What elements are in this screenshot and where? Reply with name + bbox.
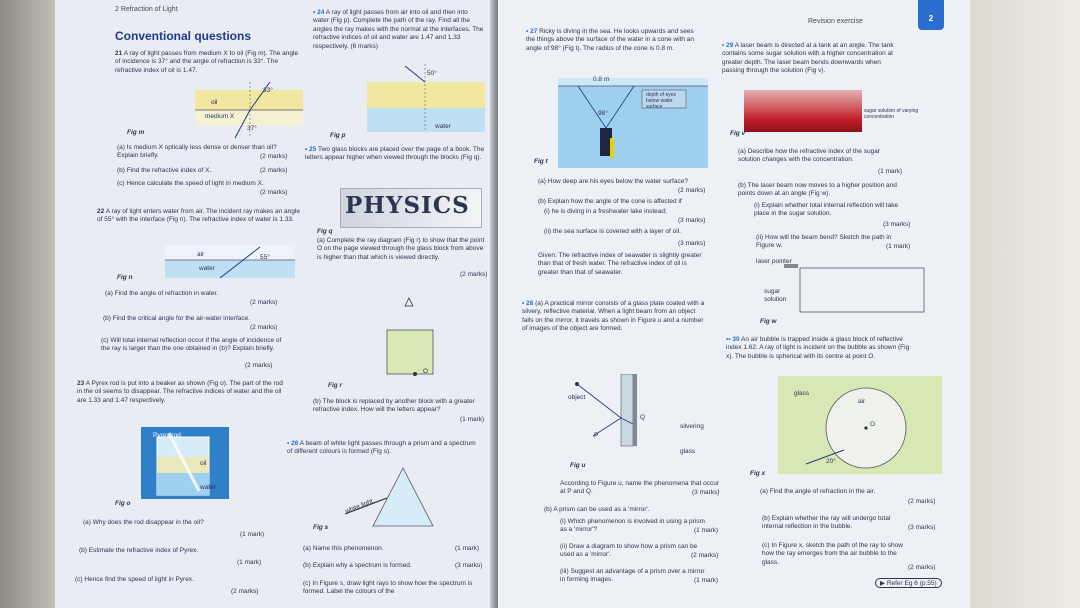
q27bi-text: (i) he is diving in a freshwater lake instead; <box>544 208 667 215</box>
q27-given-text: Given: The refractive index of seawater is slightly greater than that of fresh water. The refractive index of oil is greater than that of seawater. <box>538 252 702 276</box>
q26c-text: (c) In Figure s, draw light rays to show how the spectrum is formed. Label the colours of the <box>303 580 473 596</box>
fig-n-diagram <box>165 245 295 280</box>
fig-x-label: Fig x <box>750 470 766 477</box>
q26a-marks: (1 mark) <box>455 545 480 552</box>
q22b-text: (b) Find the critical angle for the air-water interface. <box>103 315 251 322</box>
q28-after-marks: (3 marks) <box>692 489 720 496</box>
fig-r-o-label: O <box>423 368 429 375</box>
table-surface-right <box>970 0 1080 608</box>
chapter-header: 2 Refraction of Light <box>115 6 178 13</box>
fig-m-angle-37: 37° <box>247 125 257 132</box>
q29bi-text: (i) Explain whether total internal reflection will take place in the sugar solution. <box>754 202 899 218</box>
fig-p-water-label: water <box>435 123 451 130</box>
table-surface-left <box>0 0 60 608</box>
q23-text: 23 A Pyrex rod is put into a beaker as shown (Fig o). The part of the rod in the oil seems to disappear. The refractive indices of water and the oil are 1.33 and 1.47 respectively. <box>77 380 283 404</box>
q30b-text: (b) Explain whether the ray will undergo total internal reflection in the bubble. <box>762 515 891 531</box>
q27-text: • 27 Ricky is diving in the sea. He looks upwards and sees the things above the surface of the water in a cone with an angle of 98° (Fig t). The radius of the cone is 0.8 m. <box>526 28 695 52</box>
q27a-marks: (2 marks) <box>678 187 706 194</box>
q26a-text: (a) Name this phenomenon. <box>303 545 384 552</box>
q25b-marks: (1 mark) <box>460 416 485 423</box>
q28-text: • 28 (a) A practical mirror consists of a glass plate coated with a silvery, reflective material. When a light beam from an object falls on the mirror, it travels as shown in Figure u and a number of images of the object are formed. <box>522 300 705 333</box>
fig-x-air-label: air <box>858 398 866 405</box>
q29a-marks: (1 mark) <box>878 168 903 175</box>
q30c-text: (c) In Figure x, sketch the path of the ray to show how the ray emerges from the air bubble to the glass. <box>762 542 903 566</box>
fig-r-label: Fig r <box>328 382 343 389</box>
fig-o-rod-label: Pyrex rod <box>153 432 181 439</box>
fig-w-laser-label: laser pointer <box>756 258 792 265</box>
fig-n-air-label: air <box>197 251 205 258</box>
fig-n-water-label: water <box>199 265 215 272</box>
q22c-text: (c) Will total internal reflection occur if the angle of incidence of the ray is larger than the one obtained in (b)? Explain briefly. <box>101 337 282 353</box>
fig-u-glass-label: glass <box>680 448 696 455</box>
q23b-text: (b) Estimate the refractive index of Pyrex. <box>79 547 199 554</box>
fig-m-oil-label: oil <box>211 99 218 106</box>
fig-v-label: Fig v <box>730 130 746 137</box>
q23a-text: (a) Why does the rod disappear in the oil? <box>83 519 204 526</box>
q30a-marks: (2 marks) <box>908 498 936 505</box>
fig-p-diagram <box>367 64 485 134</box>
q30-text: •• 30 An air bubble is trapped inside a glass block of reflective index 1.62. A ray of light is incident on the bubble as shown (Fig x). The bubble is spherical with its centre at point O. <box>726 336 910 360</box>
fig-o-label: Fig o <box>115 500 131 507</box>
q22c-marks: (2 marks) <box>245 362 273 369</box>
refer-example-badge: ▶ Refer Eg 6 (p.55) <box>875 578 942 588</box>
q30b-marks: (3 marks) <box>908 524 936 531</box>
q30c-marks: (2 marks) <box>908 564 936 571</box>
q26b-text: (b) Explain why a spectrum is formed. <box>303 562 412 569</box>
revision-header: Revision exercise <box>808 18 863 25</box>
fig-u-label: Fig u <box>570 462 586 469</box>
fig-t-eyes-label: depth of eyes below water surface <box>646 92 677 110</box>
q28bi-marks: (1 mark) <box>694 527 719 534</box>
q21a-marks: (2 marks) <box>260 153 288 160</box>
q21a-text: (a) Is medium X optically less dense or denser than oil? Explain briefly. <box>117 144 277 160</box>
physics-blocks-photo <box>340 188 482 228</box>
q25-text: • 25 Two glass blocks are placed over the page of a book. The letters appear higher when viewed through the blocks (Fig q). <box>305 146 485 162</box>
fig-r-diagram <box>375 292 445 376</box>
section-title: Conventional questions <box>115 29 252 43</box>
fig-u-q-label: Q <box>640 414 646 421</box>
fig-w-label: Fig w <box>760 318 777 325</box>
fig-x-o-label: O <box>870 421 876 428</box>
q23b-marks: (1 mark) <box>237 559 262 566</box>
fig-u-silvering-label: silvering <box>680 423 704 430</box>
fig-t-radius: 0.8 m <box>593 76 610 83</box>
fig-m-angle-33: 33° <box>263 87 273 94</box>
right-page <box>498 0 970 608</box>
q25a-marks: (2 marks) <box>460 271 488 278</box>
q21c-marks: (2 marks) <box>260 189 288 196</box>
fig-t-angle: 98° <box>598 110 608 117</box>
chapter-tab <box>918 0 944 30</box>
q27a-text: (a) How deep are his eyes below the water surface? <box>538 178 688 185</box>
q29a-text: (a) Describe how the refractive index of the sugar solution changes with the concentration. <box>738 148 880 164</box>
fig-o-oil-label: oil <box>200 460 207 467</box>
physics-word: PHYSICS <box>345 192 470 219</box>
q28bii-marks: (2 marks) <box>691 552 719 559</box>
q26b-marks: (3 marks) <box>455 562 483 569</box>
q22a-marks: (2 marks) <box>250 299 278 306</box>
q28-after-text: According to Figure u, name the phenomena that occur at P and Q. <box>560 480 719 496</box>
q28bii-text: (ii) Draw a diagram to show how a prism can be used as a 'mirror'. <box>560 543 698 559</box>
q22-text: 22 A ray of light enters water from air. The incident ray makes an angle of 55° with the interface (Fig n). The refractive index of water is 1.33. <box>97 208 300 224</box>
fig-x-angle: 20° <box>826 458 836 465</box>
q22b-marks: (2 marks) <box>250 324 278 331</box>
chapter-tab-number: 2 <box>928 14 934 23</box>
fig-u-diagram <box>563 374 728 449</box>
fig-q-label: Fig q <box>317 228 333 235</box>
q28b-text: (b) A prism can be used as a 'mirror'. <box>544 506 650 513</box>
fig-m-label: Fig m <box>127 129 145 136</box>
fig-s-white-light-label: white light <box>344 497 374 516</box>
fig-s-label: Fig s <box>313 524 329 531</box>
q21b-text: (b) Find the refractive index of X. <box>117 167 212 174</box>
q21-text: 21 A ray of light passes from medium X to oil (Fig m). The angle of incidence is 37° and the angle of refraction is 33°. The refractive index of oil is 1.47. <box>115 50 299 74</box>
q29b-text: (b) The laser beam now moves to a higher position and points down at an angle (Fig w). <box>738 182 897 198</box>
q24-text: • 24 A ray of light passes from air into oil and then into water (Fig p). Complete the path of the ray. Find all the angles the ray makes with the normal at the interfaces. The refractive indices of oil and water are 1.47 and 1.33 respectively. (6 marks) <box>313 9 484 50</box>
fig-m-medium-label: medium X <box>205 113 235 120</box>
q27b-text: (b) Explain how the angle of the cone is affected if <box>538 198 682 205</box>
left-page <box>55 0 495 608</box>
q27bii-text: (ii) the sea surface is covered with a layer of oil. <box>544 228 681 235</box>
q21b-marks: (2 marks) <box>260 167 288 174</box>
q25b-text: (b) The block is replaced by another block with a greater refractive index. How will the letters appear? <box>313 398 475 414</box>
fig-v-sugar-tank <box>744 90 862 132</box>
fig-u-p-label: P <box>594 432 599 439</box>
q29bii-text: (ii) How will the beam bend? Sketch the path in Figure w. <box>756 234 892 250</box>
fig-o-water-label: water <box>200 484 216 491</box>
fig-p-angle: 50° <box>427 70 437 77</box>
fig-x-glass-label: glass <box>794 390 810 397</box>
fig-s-diagram <box>345 466 445 528</box>
q23a-marks: (1 mark) <box>240 531 265 538</box>
q29-text: • 29 A laser beam is directed at a tank at an angle. The tank contains some sugar solution with a higher concentration at greater depth. The laser beam bends downwards when passing through the solution (Fig v). <box>722 42 894 75</box>
fig-n-label: Fig n <box>117 274 133 281</box>
q30a-text: (a) Find the angle of refraction in the air. <box>760 488 876 495</box>
fig-p-label: Fig p <box>330 132 346 139</box>
q23c-text: (c) Hence find the speed of light in Pyrex. <box>75 576 194 583</box>
q29bii-marks: (1 mark) <box>886 243 911 250</box>
q27bi-marks: (3 marks) <box>678 217 706 224</box>
q21c-text: (c) Hence calculate the speed of light in medium X. <box>117 180 264 187</box>
fig-w-sugar-label: sugar solution <box>764 288 787 304</box>
q25a-text: (a) Complete the ray diagram (Fig r) to show that the point O on the page viewed through the glass block from above is higher than that which is viewed directly. <box>317 237 485 261</box>
fig-v-sugar-label: sugar solution of varying concentration <box>864 108 919 120</box>
q28biii-marks: (1 mark) <box>694 577 719 584</box>
fig-n-angle: 55° <box>260 254 270 261</box>
fig-u-object-label: object <box>568 394 586 401</box>
q23c-marks: (2 marks) <box>231 588 259 595</box>
q22a-text: (a) Find the angle of refraction in water. <box>105 290 219 297</box>
fig-t-label: Fig t <box>534 158 548 165</box>
q28biii-text: (iii) Suggest an advantage of a prism over a mirror in forming images. <box>560 568 705 584</box>
q26-text: • 26 A beam of white light passes through a prism and a spectrum of different colours is formed (Fig s). <box>287 440 476 456</box>
q29bi-marks: (3 marks) <box>883 221 911 228</box>
q27bii-marks: (3 marks) <box>678 240 706 247</box>
q28bi-text: (i) Which phenomenon is involved in using a prism as a 'mirror'? <box>560 518 705 534</box>
